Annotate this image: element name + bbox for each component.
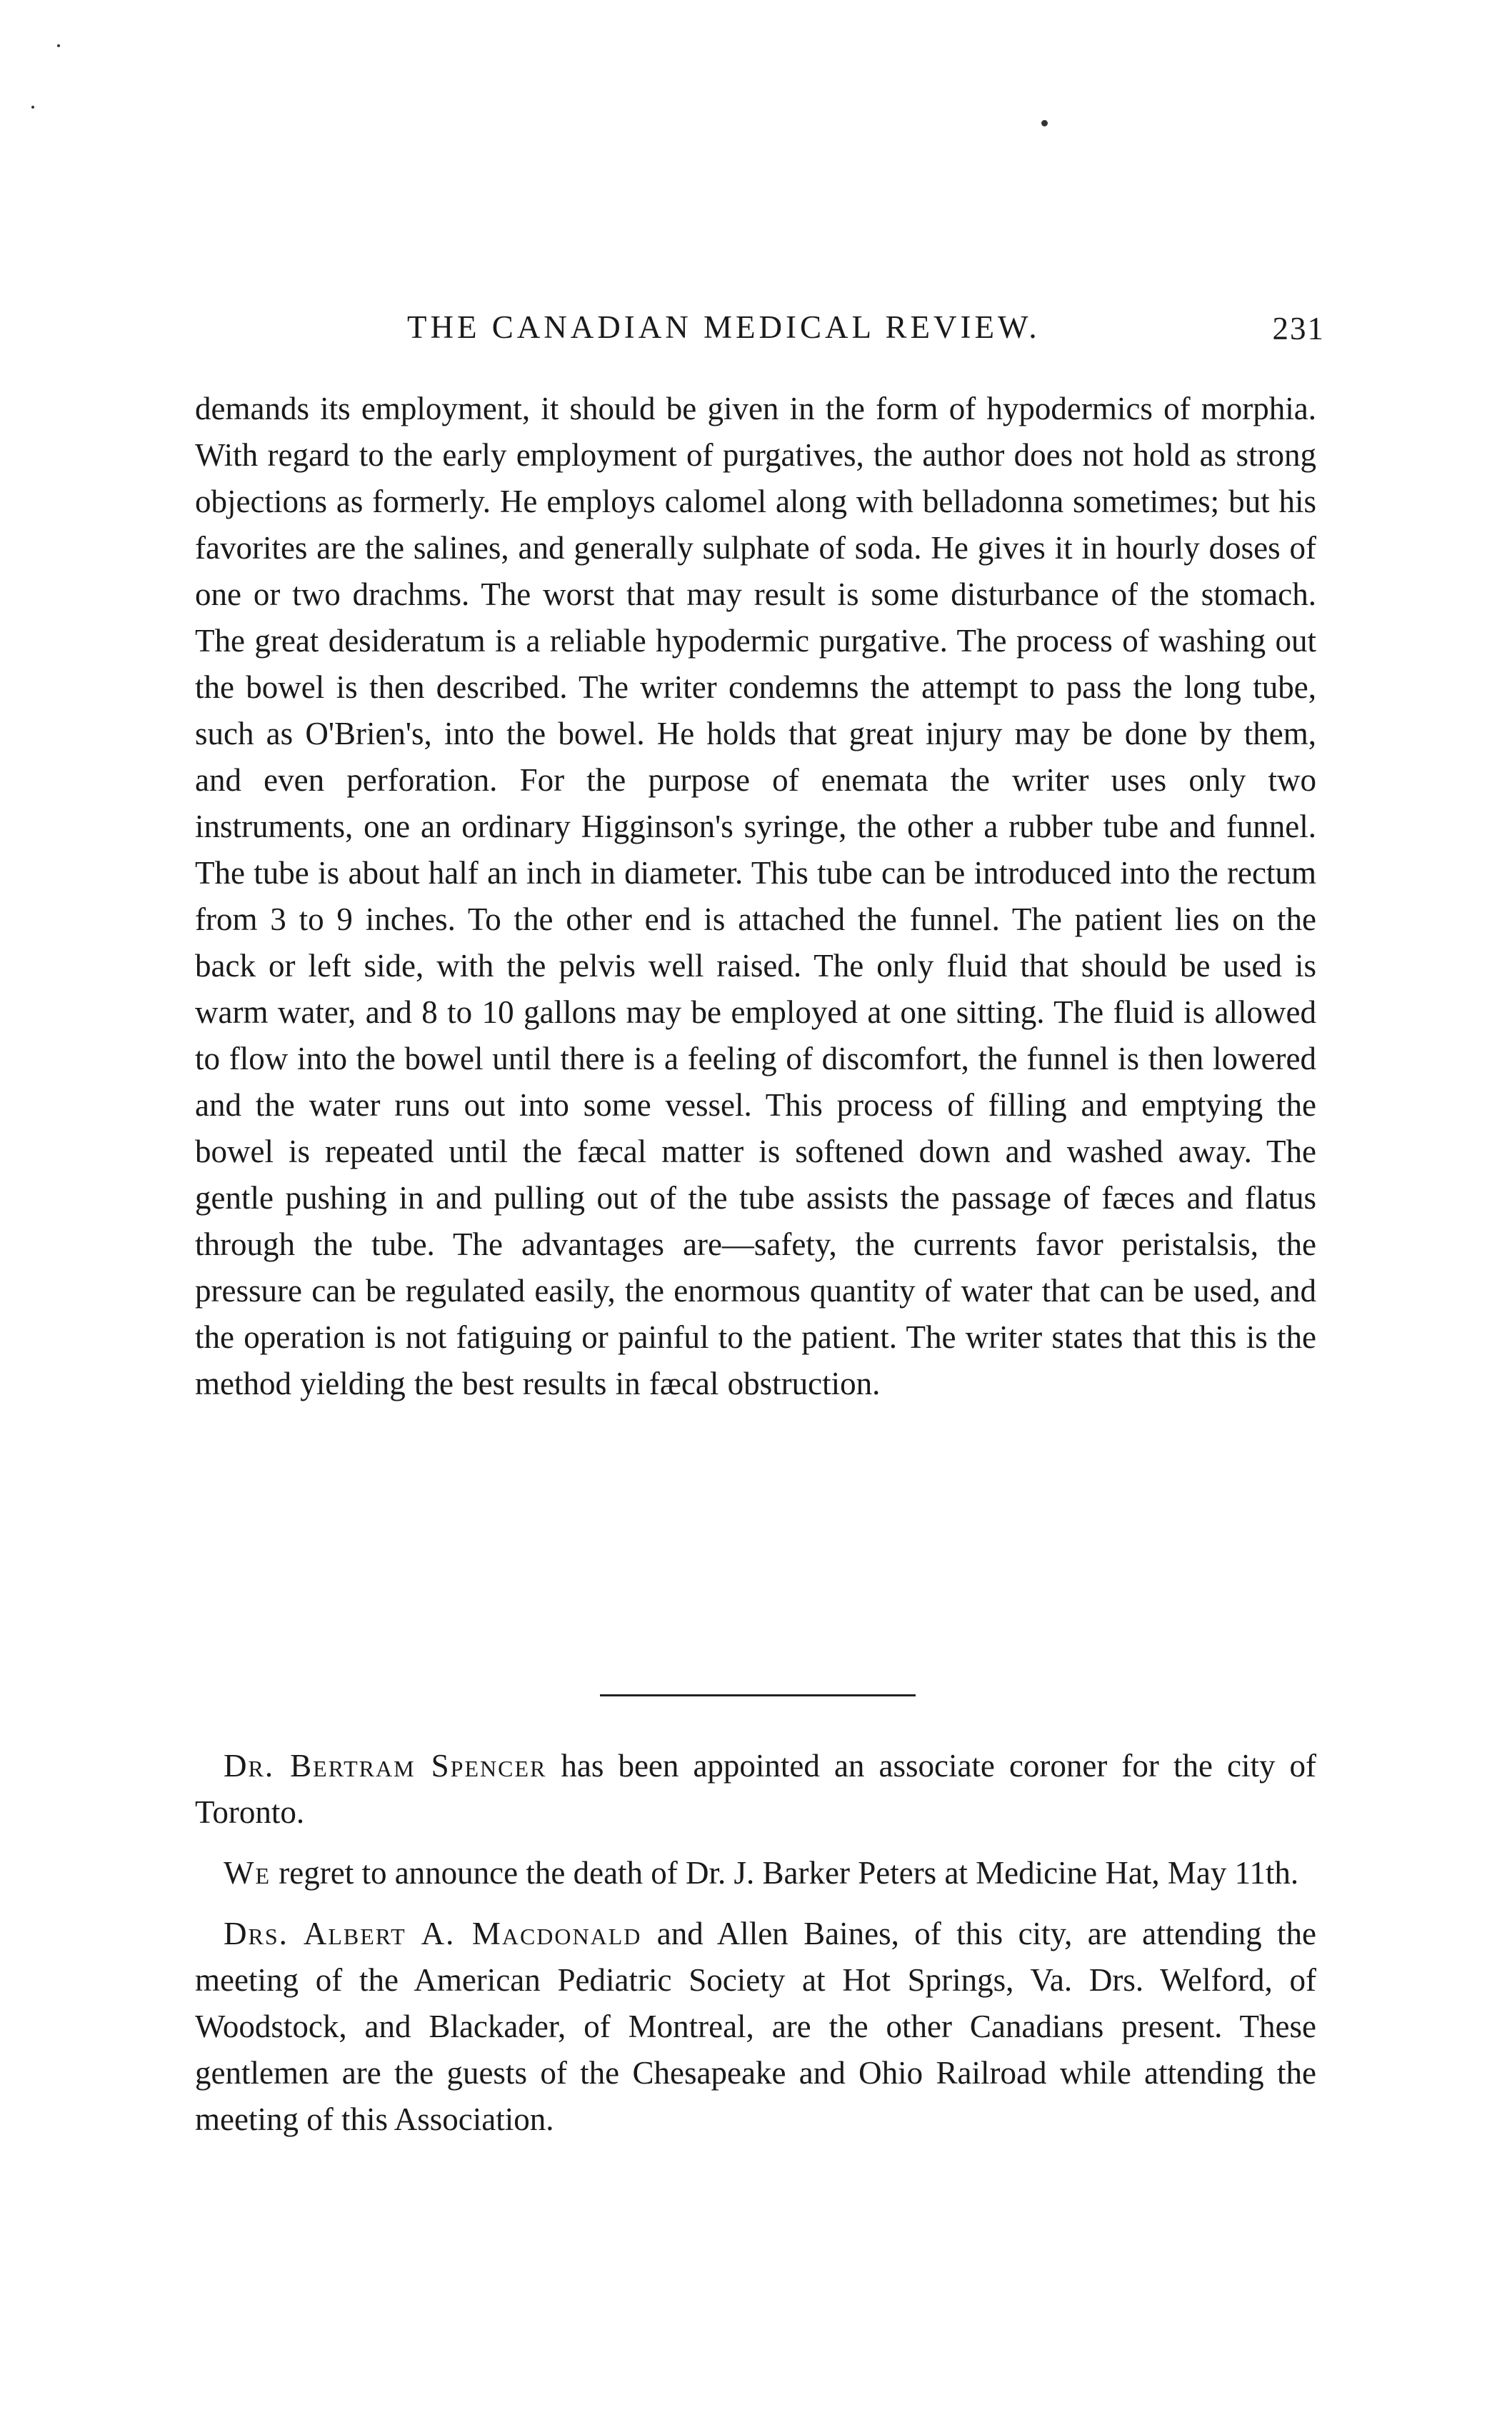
ink-speck (1041, 120, 1048, 126)
article-paragraph: demands its employment, it should be given in the form of hypodermics of morphia. With regard to the early employment of purgatives, the author does not hold as strong objections as formerly. He employs calomel along with belladonna sometimes; but his favorites are the salines, and generally sulphate of soda. He gives it in hourly doses of one or two drachms. The worst that may result is some disturbance of the stomach. The great desideratum is a reliable hypodermic purgative. The process of washing out the bowel is then described. The writer condemns the attempt to pass the long tube, such as O'Brien's, into the bowel. He holds that great injury may be done by them, and even perforation. For the purpose of enemata the writer uses only two instruments, one an ordinary Higginson's syringe, the other a rubber tube and funnel. The tube is about half an inch in diameter. This tube can be introduced into the rectum from 3 to 9 inches. To the other end is attached the funnel. The patient lies on the back or left side, with the pelvis well raised. The only fluid that should be used is warm water, and 8 to 10 gallons may be employed at one sitting. The fluid is allowed to flow into the bowel until there is a feeling of discomfort, the funnel is then lowered and the water runs out into some vessel. This process of filling and emptying the bowel is repeated until the fæcal matter is softened down and washed away. The gentle pushing in and pulling out of the tube assists the passage of fæces and flatus through the tube. The advantages are—safety, the currents favor peristalsis, the pressure can be regulated easily, the enormous quantity of water that can be used, and the operation is not fatiguing or painful to the patient. The writer states that this is the method yielding the best results in fæcal obstruction. (195, 391, 1316, 1401)
note-peters (195, 1850, 1316, 1896)
note-spencer (195, 1743, 1316, 1836)
note-lead: Dr. Bertram Spencer (224, 1748, 547, 1784)
note-macdonald (195, 1911, 1316, 2143)
ink-speck (57, 44, 60, 47)
note-text: and Allen Baines, of this city, are attending the meeting of the American Pediatric Society at Hot Springs, Va. Drs. Welford, of Woodstock, and Blackader, of Montreal, are the other Canadians present. These gentlemen are the guests of the Chesapeake and Ohio Railroad while attending the meeting of this Association. (195, 1916, 1316, 2137)
ink-speck (31, 106, 34, 109)
page-number: 231 (1272, 311, 1325, 346)
note-lead: Drs. Albert A. Macdonald (224, 1916, 642, 1951)
note-text: regret to announce the death of Dr. J. Barker Peters at Medicine Hat, May 11th. (271, 1855, 1299, 1891)
news-notes (195, 1743, 1316, 2157)
note-lead: We (224, 1855, 271, 1891)
running-header (196, 309, 1325, 351)
section-divider (600, 1694, 916, 1696)
note-text: has been appointed an associate coroner for the city of Toronto. (195, 1748, 1316, 1830)
article-body (195, 386, 1316, 1407)
journal-title: THE CANADIAN MEDICAL REVIEW. (407, 309, 1041, 345)
